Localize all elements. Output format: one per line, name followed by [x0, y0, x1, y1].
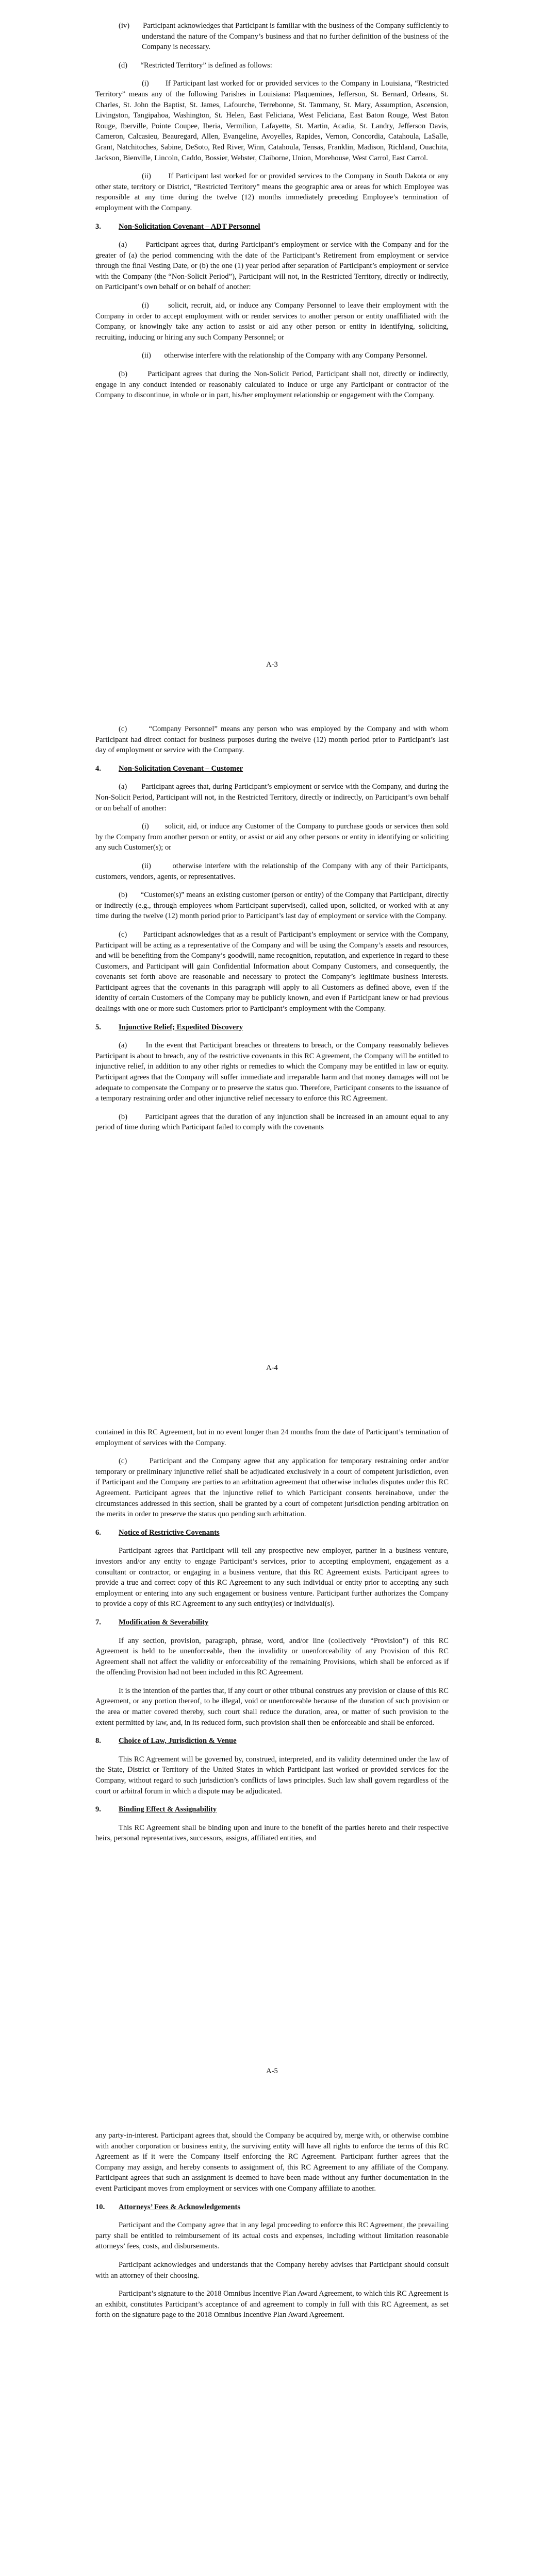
paragraph: (b) Participant agrees that during the Non-Solicit Period, Participant shall not, directly or indirectly, engage in any conduct intended or reasonably calculated to induce or urge any Participant or contractor of the Company to discontinue, in whole or in part, his/her employment relationship or engagement with the Company.: [95, 370, 449, 400]
section-heading: 5. Injunctive Relief; Expedited Discovery: [95, 1023, 243, 1031]
paragraph: (ii) otherwise interfere with the relationship of the Company with any of their Participants, customers, vendors, agents, or representatives.: [95, 861, 449, 881]
paragraph: (i) solicit, aid, or induce any Customer of the Company to purchase goods or services then sold by the Company from another person or entity, or assist or aid any other persons or entity in identifying or soliciting any such Customer(s); or: [95, 822, 449, 852]
paragraph: (b) Participant agrees that the duration of any injunction shall be increased in an amount equal to any period of time during which Participant failed to comply with the covenants: [95, 1112, 449, 1132]
section-heading: 10. Attorneys’ Fees & Acknowledgements: [95, 2202, 241, 2211]
page-a3: [0, 0, 544, 703]
section-heading: 7. Modification & Severability: [95, 1618, 209, 1626]
section-heading: 9. Binding Effect & Assignability: [95, 1805, 217, 1814]
page-number: A-5: [266, 2067, 278, 2075]
paragraph: Participant and the Company agree that in any legal proceeding to enforce this RC Agreement, the prevailing party shall be entitled to reimbursement of its actual costs and expenses, including without limitation reasonable attorneys’ fees, costs, and disbursements.: [95, 2221, 449, 2251]
paragraph: Participant acknowledges and understands that the Company hereby advises that Participant should consult with an attorney of their choosing.: [95, 2260, 449, 2280]
paragraph: contained in this RC Agreement, but in no event longer than 24 months from the date of Participant’s termination of employment of services with the Company.: [95, 1428, 449, 1447]
paragraph: (iv) Participant acknowledges that Participant is familiar with the business of the Company sufficiently to understand the nature of the Company’s business and that no further definition of the business of the Company is necessary.: [119, 22, 449, 52]
paragraph: (ii) otherwise interfere with the relationship of the Company with any Company Personnel.: [142, 351, 428, 360]
paragraph: (c) Participant acknowledges that as a result of Participant’s employment or service with the Company, Participant will be acting as a representative of the Company and will be using the Company’s assets and resources, and will be benefiting from the Company’s goodwill, name recognition, reputation, and experience in regard to these Customers, and Participant will gain Confidential Information about Company Customers, and consequently, the covenants set forth above are reasonable and necessary to protect the Company’s legitimate business interests. Participant agrees that the covenants in this paragraph will apply to all Customers as defined above, even if the identity of certain Customers of the Company may be publicly known, and even if Participant knew or had previous dealings with one or more such Customers prior to Participant’s employment with the Company.: [95, 930, 449, 1013]
section-heading: 6. Notice of Restrictive Covenants: [95, 1528, 220, 1537]
paragraph: It is the intention of the parties that, if any court or other tribunal construes any provision or clause of this RC Agreement, or any portion thereof, to be illegal, void or unenforceable because of the duration of such provision or the area or matter covered thereby, such court shall reduce the duration, area, or matter of such provision to the extent permitted by law, and, in its reduced form, such provision shall then be enforceable and shall be enforced.: [95, 1686, 449, 1727]
paragraph: (a) Participant agrees that, during Participant’s employment or service with the Company, and during the Non-Solicit Period, Participant will not, in the Restricted Territory, directly or indirectly, on Participant’s own behalf or on behalf of another:: [95, 783, 449, 812]
paragraph: (ii) If Participant last worked for or provided services to the Company in South Dakota or any other state, territory or District, “Restricted Territory” means the geographic area or areas for which Employee was responsible at any time during the twelve (12) months immediately preceding Employee’s termination of employment with the Company.: [95, 172, 449, 212]
page-number: A-3: [266, 660, 278, 669]
paragraph: Participant agrees that Participant will tell any prospective new employer, partner in a business venture, investors and/or any entity to engage Participant’s services, prior to accepting employment, engagement as a consultant or contractor, or engaging in a business venture, that this RC Agreement exists. Participant agrees to provide a true and correct copy of this RC Agreement to any such individual or entity prior to accepting any such employment or entering into any such engagement or business venture. Participant further authorizes the Company to provide a copy of this RC Agreement to any such entity(ies) or individual(s).: [95, 1547, 449, 1608]
page-body: [0, 2130, 544, 2328]
paragraph: (d) “Restricted Territory” is defined as follows:: [119, 61, 272, 70]
paragraph: (a) Participant agrees that, during Participant’s employment or service with the Company and for the greater of (a) the period commencing with the date of the Participant’s Retirement from employment or service through the final Vesting Date, or (b) the one (1) year period after separation of Participant’s employment or service with the Company (the “Non-Solicit Period”), Participant will not, in the Restricted Territory, directly or indirectly, on Participant’s own behalf or on behalf of another:: [95, 241, 449, 292]
paragraph: any party-in-interest. Participant agrees that, should the Company be acquired by, merge with, or otherwise combine with another corporation or business entity, the surviving entity will have all rights to enforce the terms of this RC Agreement as if it were the Company itself enforcing the RC Agreement. Participant further agrees that the Company may assign, and hereby consents to assignment of, this RC Agreement to any affiliate of the Company. Participant agrees that such an assignment is deemed to have been made without any further documentation in the event Participant moves from employment or services with one Company affiliate to another.: [95, 2131, 449, 2193]
paragraph: (c) “Company Personnel” means any person who was employed by the Company and with whom Participant had direct contact for business purposes during the twelve (12) month period prior to Participant’s last day of employment or service with the Company.: [95, 725, 449, 755]
paragraph: This RC Agreement will be governed by, construed, interpreted, and its validity determined under the law of the State, District or Territory of the United States in which Participant last worked or provided services for the Company, without regard to such jurisdiction’s conflicts of laws principles. Such law shall govern regardless of the court or arbitral forum in which a dispute may be adjudicated.: [95, 1755, 449, 1795]
paragraph: Participant’s signature to the 2018 Omnibus Incentive Plan Award Agreement, to which this RC Agreement is an exhibit, constitutes Participant’s acceptance of and agreement to comply in full with this RC Agreement, as set forth on the signature page to the 2018 Omnibus Incentive Plan Award Agreement.: [95, 2290, 449, 2319]
page-a5: [0, 1406, 544, 2110]
page-number: A-4: [266, 1364, 278, 1372]
section-heading: 4. Non-Solicitation Covenant – Customer: [95, 764, 243, 773]
paragraph: (i) If Participant last worked for or provided services to the Company in Louisiana, “Restricted Territory” means any of the following Parishes in Louisiana: Plaquemines, Jefferson, St. Bernard, Orleans, St. Charles, St. John the Baptist, St. James, Lafourche, Terrebonne, St. Tammany, St. Mary, Assumption, Ascension, Livingston, Tangipahoa, Washington, St. Helen, East Feliciana, West Feliciana, East Baton Rouge, West Baton Rouge, Iberville, Pointe Coupee, Iberia, Vermilion, Lafayette, St. Martin, Acadia, St. Landry, Jefferson Davis, Cameron, Calcasieu, Beauregard, Allen, Evangeline, Avoyelles, Rapides, Vernon, Concordia, Catahoula, LaSalle, Grant, Natchitoches, Sabine, DeSoto, Red River, Winn, Catahoula, Tensas, Franklin, Madison, Richland, Ouachita, Jackson, Bienville, Lincoln, Caddo, Bossier, Webster, Claiborne, Union, Morehouse, West Carrol, East Carrol.: [95, 79, 449, 162]
paragraph: (a) In the event that Participant breaches or threatens to breach, or the Company reasonably believes Participant is about to breach, any of the restrictive covenants in this RC Agreement, the Company will be entitled to injunctive relief, in addition to any other rights or remedies to which the Company may be entitled in law or equity. Participant agrees that the Company will suffer immediate and irreparable harm and that money damages will not be adequate to compensate the Company or to preserve the status quo. Therefore, Participant consents to the issuance of a temporary restraining order and other injunctive relief necessary to enforce this RC Agreement.: [95, 1041, 449, 1103]
paragraph: If any section, provision, paragraph, phrase, word, and/or line (collectively “Provision”) of this RC Agreement is held to be unenforceable, then the invalidity or unenforceability of any Provision of this RC Agreement shall not affect the validity or enforceability of the remaining Provisions, which shall be enforced as if the offending Provision had not been included in this RC Agreement.: [95, 1636, 449, 1677]
section-heading: 8. Choice of Law, Jurisdiction & Venue: [95, 1737, 237, 1745]
paragraph: (c) Participant and the Company agree that any application for temporary restraining order and/or temporary or preliminary injunctive relief shall be adjudicated exclusively in a court of competent jurisdiction, even if Participant and the Company are parties to an arbitration agreement that otherwise includes disputes under this RC Agreement. Participant agrees that the injunctive relief to which Participant consents hereinabove, under the circumstances addressed in this section, shall be granted by a court of competent jurisdiction pending arbitration on the merits in order to preserve the status quo pending such arbitration.: [95, 1457, 449, 1519]
page-body: [0, 1427, 544, 1852]
paragraph: (i) solicit, recruit, aid, or induce any Company Personnel to leave their employment with the Company in order to accept employment with or render services to another person or entity unaffiliated with the Company, or knowingly take any action to assist or aid any other person or entity in identifying, soliciting, recruiting, inducing or hiring any such Company Personnel; or: [95, 301, 449, 342]
page-body: [0, 21, 544, 409]
page-a6: [0, 2110, 544, 2576]
paragraph: This RC Agreement shall be binding upon and inure to the benefit of the parties hereto and their respective heirs, personal representatives, successors, assigns, affiliated entities, and: [95, 1823, 449, 1843]
page-body: [0, 724, 544, 1141]
paragraph: (b) “Customer(s)” means an existing customer (person or entity) of the Company that Participant, directly or indirectly (e.g., through employees whom Participant supervised), called upon, solicited, or worked with at any time during the twelve (12) month period prior to Participant’s last day of employment or service with the Company.: [95, 891, 449, 921]
section-heading: 3. Non-Solicitation Covenant – ADT Personnel: [95, 222, 260, 231]
page-a4: [0, 703, 544, 1406]
